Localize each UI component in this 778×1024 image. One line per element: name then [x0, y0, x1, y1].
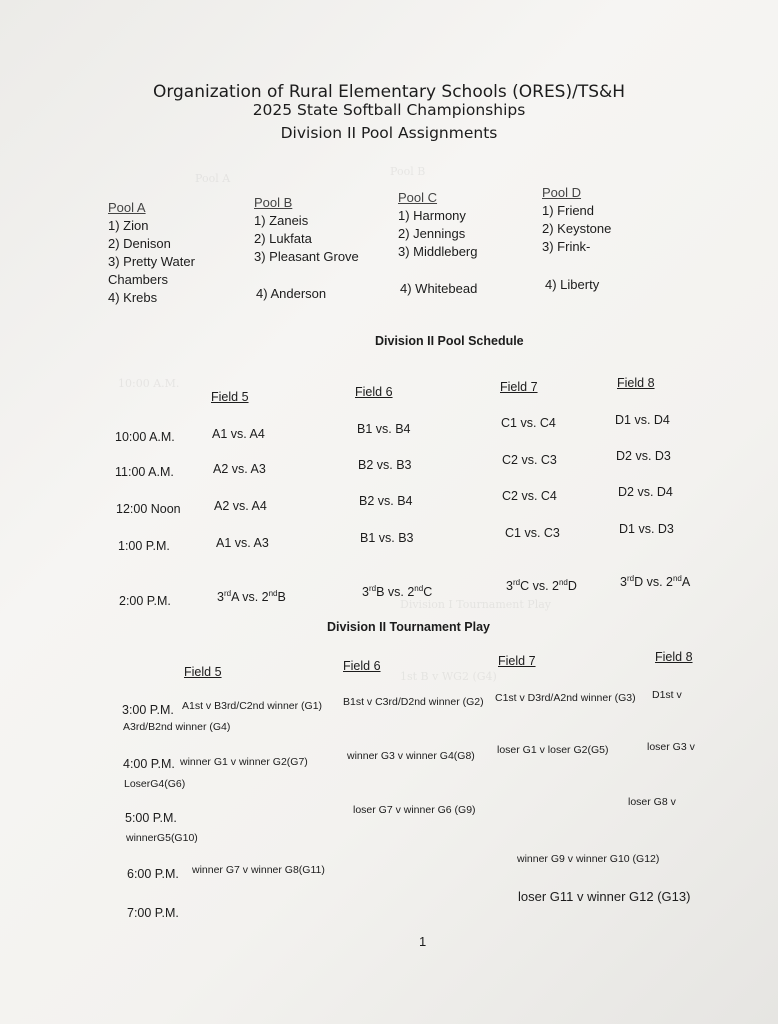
- bleed-through-text: Division I Tournament Play: [400, 598, 552, 611]
- team: Chambers: [108, 272, 168, 287]
- team: 2) Denison: [108, 236, 171, 251]
- game: 3rdA vs. 2ndB: [217, 589, 286, 605]
- team: 2) Jennings: [398, 226, 466, 241]
- pool-d: [542, 184, 611, 256]
- team: 1) Harmony: [398, 208, 466, 223]
- pool-heading: Pool D: [542, 185, 582, 200]
- pool-c: [398, 189, 478, 261]
- game: B2 vs. B3: [358, 458, 412, 472]
- team: 3) Pretty Water: [108, 254, 195, 269]
- field-header: Field 5: [184, 665, 222, 679]
- pool-heading: Pool C: [398, 190, 438, 205]
- game: 3rdD vs. 2ndA: [620, 574, 691, 590]
- field-header: Field 7: [500, 380, 538, 394]
- document-title: Organization of Rural Elementary Schools (ORES)/TS&H: [152, 82, 626, 102]
- game: C1 vs. C4: [501, 416, 556, 430]
- section-heading: Division II Pool Assignments: [280, 124, 498, 142]
- time-slot: 2:00 P.M.: [119, 594, 171, 608]
- team: 3) Frink-: [542, 239, 591, 254]
- bleed-through-text: Pool A: [195, 172, 231, 185]
- game: B1 vs. B3: [360, 531, 414, 545]
- game: 3rdB vs. 2ndC: [362, 584, 433, 600]
- game: winnerG5(G10): [126, 832, 198, 844]
- pool-heading: Pool A: [108, 200, 146, 215]
- team: 1) Zion: [108, 218, 149, 233]
- team: 4) Liberty: [545, 277, 600, 292]
- pool-b: [254, 194, 359, 266]
- game: B1st v C3rd/D2nd winner (G2): [343, 696, 484, 708]
- page-number: 1: [419, 934, 427, 949]
- game: A2 vs. A4: [214, 499, 267, 513]
- game: loser G11 v winner G12 (G13): [518, 889, 691, 904]
- game: A1 vs. A4: [212, 427, 265, 441]
- team: 4) Anderson: [256, 286, 327, 301]
- game: LoserG4(G6): [124, 778, 186, 790]
- bleed-through-text: Pool B: [390, 165, 426, 178]
- game: A3rd/B2nd winner (G4): [123, 721, 231, 733]
- game: 3rdC vs. 2ndD: [506, 578, 577, 594]
- tournament-heading: Division II Tournament Play: [327, 620, 490, 634]
- game: A1 vs. A3: [216, 536, 269, 550]
- time-slot: 1:00 P.M.: [118, 539, 170, 553]
- time-slot: 7:00 P.M.: [127, 906, 179, 920]
- team: 1) Friend: [542, 203, 595, 218]
- bleed-through-text: 1st B v WG2 (G4): [400, 670, 497, 683]
- team: 3) Pleasant Grove: [254, 249, 359, 264]
- game: winner G1 v winner G2(G7): [180, 756, 308, 768]
- game: D2 vs. D3: [616, 449, 671, 463]
- game: loser G8 v: [628, 796, 676, 808]
- field-header: Field 8: [617, 376, 655, 390]
- game: D2 vs. D4: [618, 485, 673, 499]
- team: 1) Zaneis: [254, 213, 309, 228]
- time-slot: 11:00 A.M.: [115, 465, 174, 479]
- field-header: Field 6: [343, 659, 381, 673]
- pool-a: [108, 199, 195, 307]
- time-slot: 3:00 P.M.: [122, 703, 174, 717]
- game: A2 vs. A3: [213, 462, 266, 476]
- pool-schedule-heading: Division II Pool Schedule: [375, 334, 524, 348]
- bleed-through-text: 10:00 A.M.: [118, 377, 180, 390]
- field-header: Field 5: [211, 390, 249, 404]
- game: A1st v B3rd/C2nd winner (G1): [182, 700, 323, 712]
- document-subtitle: 2025 State Softball Championships: [252, 101, 526, 119]
- game: winner G3 v winner G4(G8): [347, 750, 475, 762]
- time-slot: 10:00 A.M.: [115, 430, 175, 444]
- game: C1 vs. C3: [505, 526, 560, 540]
- game: loser G1 v loser G2(G5): [497, 744, 609, 756]
- time-slot: 6:00 P.M.: [127, 867, 179, 881]
- pool-heading: Pool B: [254, 195, 293, 210]
- team: 4) Whitebead: [400, 281, 478, 296]
- team: 4) Krebs: [108, 290, 158, 305]
- team: 3) Middleberg: [398, 244, 478, 259]
- game: winner G7 v winner G8(G11): [192, 864, 325, 876]
- game: winner G9 v winner G10 (G12): [517, 853, 660, 865]
- game: D1 vs. D3: [619, 522, 674, 536]
- game: D1st v: [652, 689, 682, 701]
- field-header: Field 7: [498, 654, 536, 668]
- game: loser G3 v: [647, 741, 695, 753]
- game: D1 vs. D4: [615, 413, 670, 427]
- game: loser G7 v winner G6 (G9): [353, 804, 476, 816]
- game: B2 vs. B4: [359, 494, 413, 508]
- time-slot: 12:00 Noon: [116, 502, 181, 516]
- game: C2 vs. C4: [502, 489, 557, 503]
- time-slot: 4:00 P.M.: [123, 757, 175, 771]
- game: B1 vs. B4: [357, 422, 411, 436]
- game: C1st v D3rd/A2nd winner (G3): [495, 692, 636, 704]
- team: 2) Lukfata: [254, 231, 312, 246]
- field-header: Field 8: [655, 650, 693, 664]
- time-slot: 5:00 P.M.: [125, 811, 177, 825]
- field-header: Field 6: [355, 385, 393, 399]
- game: C2 vs. C3: [502, 453, 557, 467]
- team: 2) Keystone: [542, 221, 612, 236]
